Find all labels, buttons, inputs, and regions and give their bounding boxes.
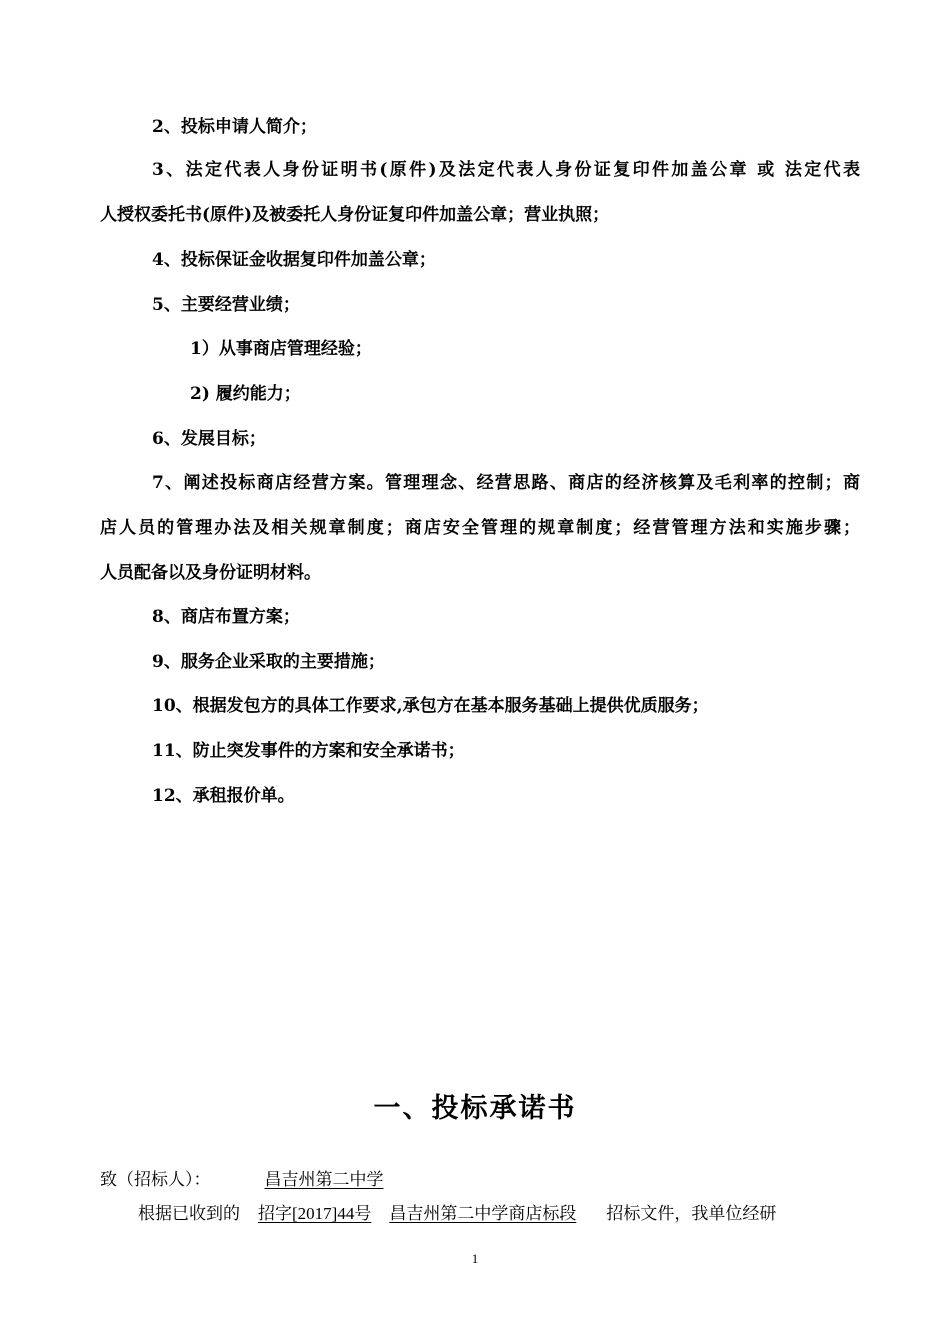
list-item-11: 11、防止突发事件的方案和安全承诺书； — [152, 741, 465, 761]
addressee-value: 昌吉州第二中学 — [264, 1170, 384, 1189]
list-item-2: 2、投标申请人简介； — [152, 117, 317, 137]
list-item-3-line-1: 3、法定代表人身份证明书(原件)及法定代表人身份证复印件加盖公章 或 法定代表 — [152, 160, 860, 180]
sub-item-2: 2) 履约能力； — [190, 384, 301, 404]
addressee-line — [100, 1168, 410, 1192]
list-item-6: 6、发展目标； — [152, 429, 266, 449]
list-item-5: 5、主要经营业绩； — [152, 295, 300, 315]
list-item-4: 4、投标保证金收据复印件加盖公章； — [152, 250, 436, 270]
list-item-7-line-1: 7、阐述投标商店经营方案。管理理念、经营思路、商店的经济核算及毛利率的控制；商 — [152, 473, 860, 493]
addressee-label: 致（招标人）： — [100, 1170, 211, 1189]
list-item-7-line-2: 店人员的管理办法及相关规章制度；商店安全管理的规章制度；经营管理方法和实施步骤； — [100, 518, 860, 538]
page-number: 1 — [471, 1251, 479, 1266]
intro-doc-name: 昌吉州第二中学商店标段 — [389, 1204, 577, 1223]
list-item-3-line-2: 人授权委托书(原件)及被委托人身份证复印件加盖公章；营业执照； — [100, 205, 610, 225]
intro-prefix: 根据已收到的 — [138, 1204, 240, 1223]
section-title: 一、投标承诺书 — [373, 1093, 577, 1124]
intro-suffix: 招标文件，我单位经研 — [606, 1204, 777, 1223]
intro-doc-number: 招字[2017]44号 — [258, 1204, 372, 1223]
list-item-12: 12、承租报价单。 — [152, 786, 295, 806]
list-item-8: 8、商店布置方案； — [152, 607, 300, 627]
list-item-9: 9、服务企业采取的主要措施； — [152, 652, 385, 672]
list-item-7-line-3: 人员配备以及身份证明材料。 — [100, 563, 321, 583]
sub-item-1: 1）从事商店管理经验； — [190, 339, 372, 359]
list-item-10: 10、根据发包方的具体工作要求,承包方在基本服务基础上提供优质服务； — [152, 696, 709, 716]
intro-paragraph — [138, 1202, 776, 1226]
